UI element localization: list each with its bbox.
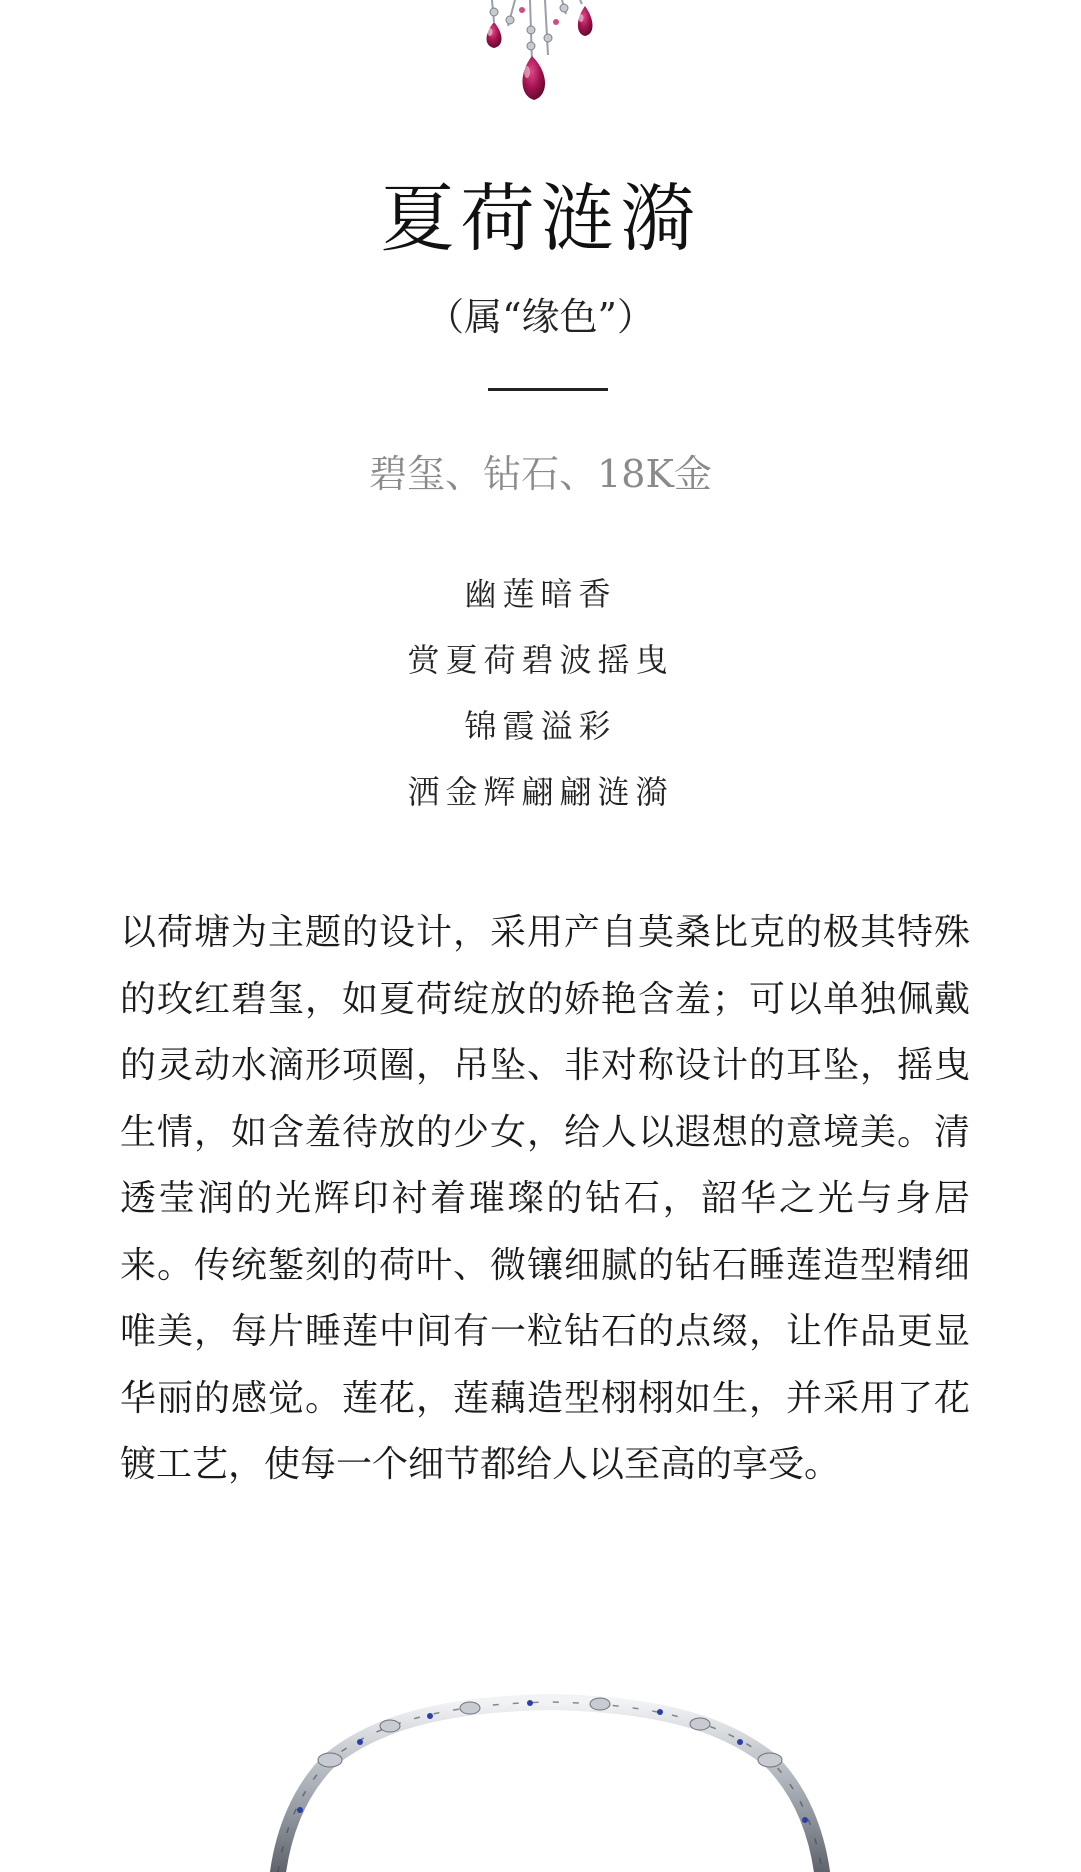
product-description: 以荷塘为主题的设计，采用产自莫桑比克的极其特殊的玫红碧玺，如夏荷绽放的娇艳含羞；可以单独佩戴的灵动水滴形项圈，吊坠、非对称设计的耳坠，摇曳生情，如含羞待放的少女，给人以遐想的意境美。清透莹润的光辉印衬着璀璨的钻石，韶华之光与身居来。传统錾刻的荷叶、微镶细腻的钻石睡莲造型精细唯美，每片睡莲中间有一粒钻石的点缀，让作品更显华丽的感觉。莲花，莲藕造型栩栩如生，并采用了花镀工艺，使每一个细节都给人以至高的享受。 [120, 912, 970, 1485]
product-subtitle: （属“缘色”） [426, 295, 655, 339]
earring-image [470, 0, 630, 110]
poem-line: 锦霞溢彩 [464, 707, 617, 745]
necklace-image [270, 1680, 830, 1872]
poem [0, 572, 1081, 836]
poem-line: 幽莲暗香 [464, 575, 617, 613]
title-divider [488, 388, 608, 391]
poem-line: 赏夏荷碧波摇曳 [407, 641, 674, 679]
product-title: 夏荷涟漪 [380, 176, 701, 262]
poem-line: 洒金辉翩翩涟漪 [407, 773, 674, 811]
product-materials: 碧玺、钻石、18K金 [369, 452, 712, 496]
